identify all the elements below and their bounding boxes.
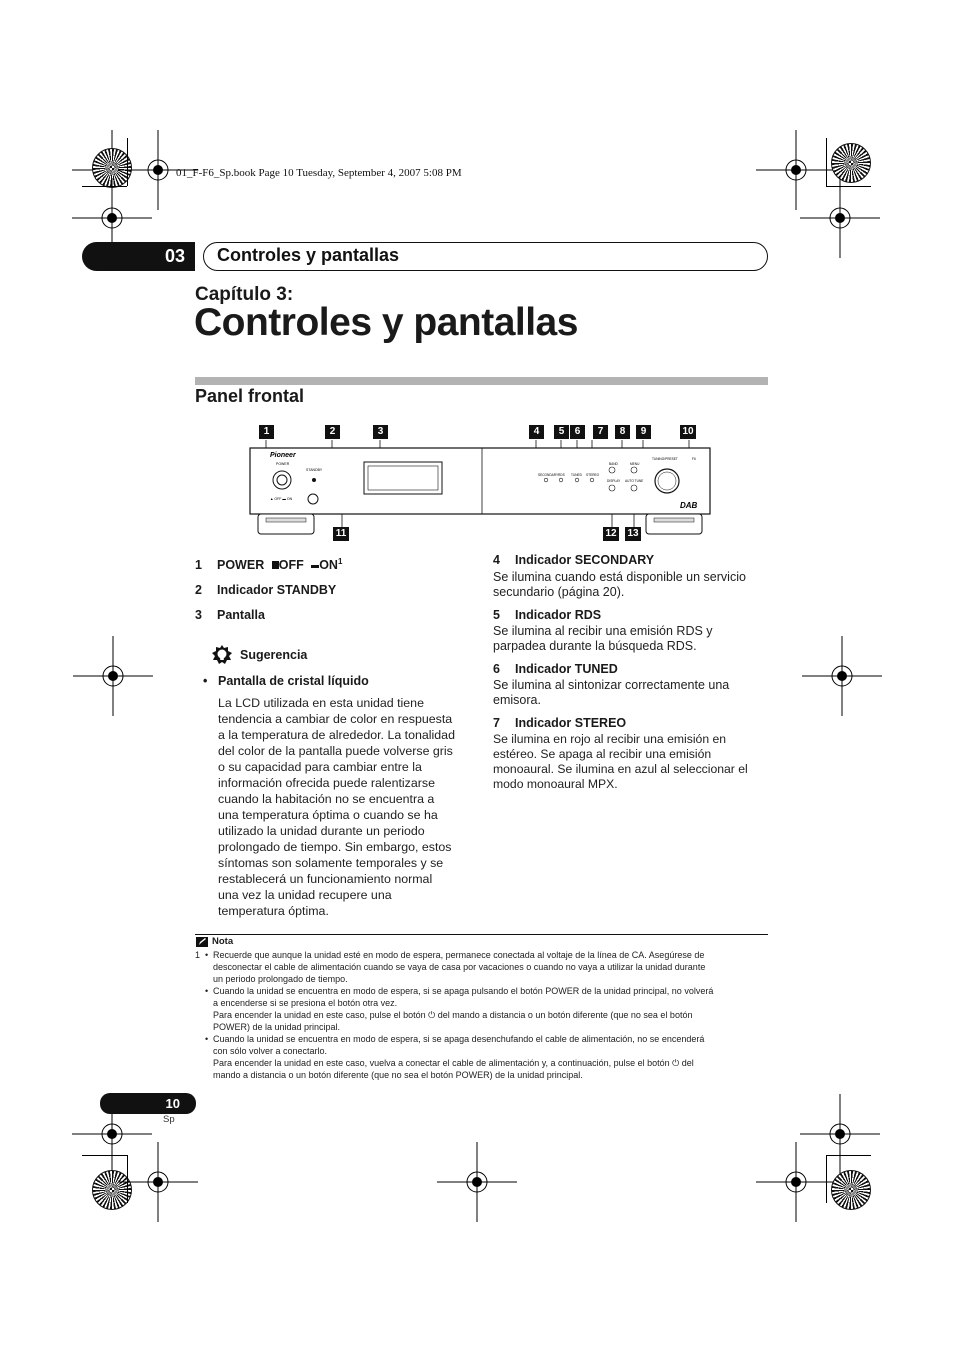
note-list — [195, 949, 770, 1081]
print-slug: 01_F-F6_Sp.book Page 10 Tuesday, September 4, 2007 5:08 PM — [176, 167, 462, 179]
front-panel-drawing — [240, 440, 718, 540]
section-title: Panel frontal — [195, 386, 305, 406]
chapter-header-title: Controles y pantallas — [217, 245, 400, 265]
item-4-body: Se ilumina cuando está disponible un servicio secundario (página 20). — [493, 570, 746, 599]
item-5-body: Se ilumina al recibir una emisión RDS y parpadea durante la búsqueda RDS. — [493, 624, 713, 653]
item-2: 2 Indicador STANDBY — [195, 583, 337, 597]
color-rosette-icon — [831, 143, 871, 183]
item-4: 4 Indicador SECONDARY — [493, 553, 655, 567]
svg-text:F6: F6 — [692, 457, 696, 461]
registration-mark-icon — [437, 1142, 517, 1222]
off-switch-icon — [272, 561, 279, 569]
svg-text:STEREO: STEREO — [586, 473, 600, 477]
pencil-note-icon — [196, 937, 208, 947]
title-divider — [195, 377, 768, 385]
callout-8: 8 — [615, 425, 630, 439]
callout-6: 6 — [570, 425, 585, 439]
callout-5: 5 — [554, 425, 569, 439]
note-item: • Cuando la unidad se encuentra en modo de espera, si se apaga pulsando el botón POWER de la unidad principal, no volverá a encenderse si se presiona el botón otra vez. Para encender la unidad en este caso, pulse el botón ⏻ del mando a distancia o un botón diferente (que no sea el botón POWER) de la unidad principal. — [205, 986, 714, 1032]
svg-text:DAB: DAB — [680, 501, 698, 510]
callout-1: 1 — [259, 425, 274, 439]
callout-2: 2 — [325, 425, 340, 439]
svg-text:TUNED: TUNED — [571, 473, 582, 477]
item-6-body: Se ilumina al sintonizar correctamente una emisora. — [493, 678, 730, 707]
note-divider — [195, 934, 768, 935]
svg-text:POWER: POWER — [276, 462, 290, 466]
svg-text:RDS: RDS — [558, 473, 565, 477]
tip-body: La LCD utilizada en esta unidad tiene tendencia a cambiar de color en respuesta a la temperatura de alrededor. La tonalidad del color de la pantalla puede volverse gris o su capacidad para cambiar entre la información ofrecida puede ralentizarse cuando la habitación no se encuentra a una temperatura óptima o cuando se ha utilizado la unidad durante un periodo prolongado de tiempo. Sin embargo, estos síntomas son solamente temporales y se restablecerá un funcionamiento normal una vez la unidad recupere una temperatura óptima. — [218, 696, 455, 918]
tip-heading: • Pantalla de cristal líquido — [203, 674, 369, 688]
page-language: Sp — [163, 1114, 175, 1125]
registration-mark-icon — [802, 636, 882, 716]
svg-text:DISPLAY: DISPLAY — [607, 479, 621, 483]
callout-3: 3 — [373, 425, 388, 439]
note-item: • Cuando la unidad se encuentra en modo de espera, si se apaga desenchufando el cable de alimentación, no se encenderá con sólo volver a conectarlo. Para encender la unidad en este caso, vuelva a conectar el cable de alimentación y, a continuación, pulse el botón ⏻ del mando a distancia o un botón diferente (que no sea el botón POWER) de la unidad principal. — [205, 1034, 705, 1080]
note-item: 1 • Recuerde que aunque la unidad esté en modo de espera, permanece conectada al voltaje de la línea de CA. Asegúrese de desconectar el cable de alimentación cuando se vaya de casa por vacaciones o cuando no vaya a utilizar la unidad durante un periodo prolongado de tiempo. — [195, 950, 706, 984]
color-rosette-icon — [831, 1170, 871, 1210]
page-number: 10 — [100, 1093, 196, 1114]
chapter-header-bar — [203, 242, 768, 271]
lightbulb-tip-icon — [212, 645, 232, 665]
page-title: Controles y pantallas — [194, 301, 578, 344]
item-5: 5 Indicador RDS — [493, 608, 602, 622]
callout-13: 13 — [625, 527, 641, 541]
callout-9: 9 — [636, 425, 651, 439]
on-switch-icon — [311, 565, 319, 568]
svg-text:MENU: MENU — [630, 462, 640, 466]
brand-logo: Pioneer — [270, 452, 296, 459]
item-7-body: Se ilumina en rojo al recibir una emisión en estéreo. Se apaga al recibir una emisión monoaural. Se ilumina en azul al seleccionar el modo monoaural MPX. — [493, 732, 748, 791]
item-1: 1 POWER OFF $ON^1$ — [195, 557, 343, 573]
svg-text:TUNING/PRESET: TUNING/PRESET — [652, 457, 678, 461]
item-3: 3 Pantalla — [195, 608, 265, 622]
callout-4: 4 — [529, 425, 544, 439]
callout-7: 7 — [593, 425, 608, 439]
registration-mark-icon — [756, 1142, 836, 1222]
svg-text:▲ OFF ▬ ON: ▲ OFF ▬ ON — [270, 497, 293, 501]
chapter-label: Capítulo 3: — [195, 284, 294, 305]
note-title: Nota — [212, 936, 234, 947]
svg-text:STANDBY: STANDBY — [306, 468, 323, 472]
chapter-number-tab: 03 — [82, 242, 195, 271]
registration-mark-icon — [73, 636, 153, 716]
item-6: 6 Indicador TUNED — [493, 662, 618, 676]
registration-mark-icon — [118, 1142, 198, 1222]
svg-text:AUTO TUNE: AUTO TUNE — [625, 479, 644, 483]
callout-12: 12 — [603, 527, 619, 541]
callout-10: 10 — [680, 425, 696, 439]
svg-text:BAND: BAND — [609, 462, 618, 466]
tip-title: Sugerencia — [240, 648, 308, 662]
callout-11: 11 — [333, 527, 349, 541]
svg-text:SECONDARY: SECONDARY — [538, 473, 559, 477]
registration-mark-icon — [800, 178, 880, 258]
item-7: 7 Indicador STEREO — [493, 716, 627, 730]
